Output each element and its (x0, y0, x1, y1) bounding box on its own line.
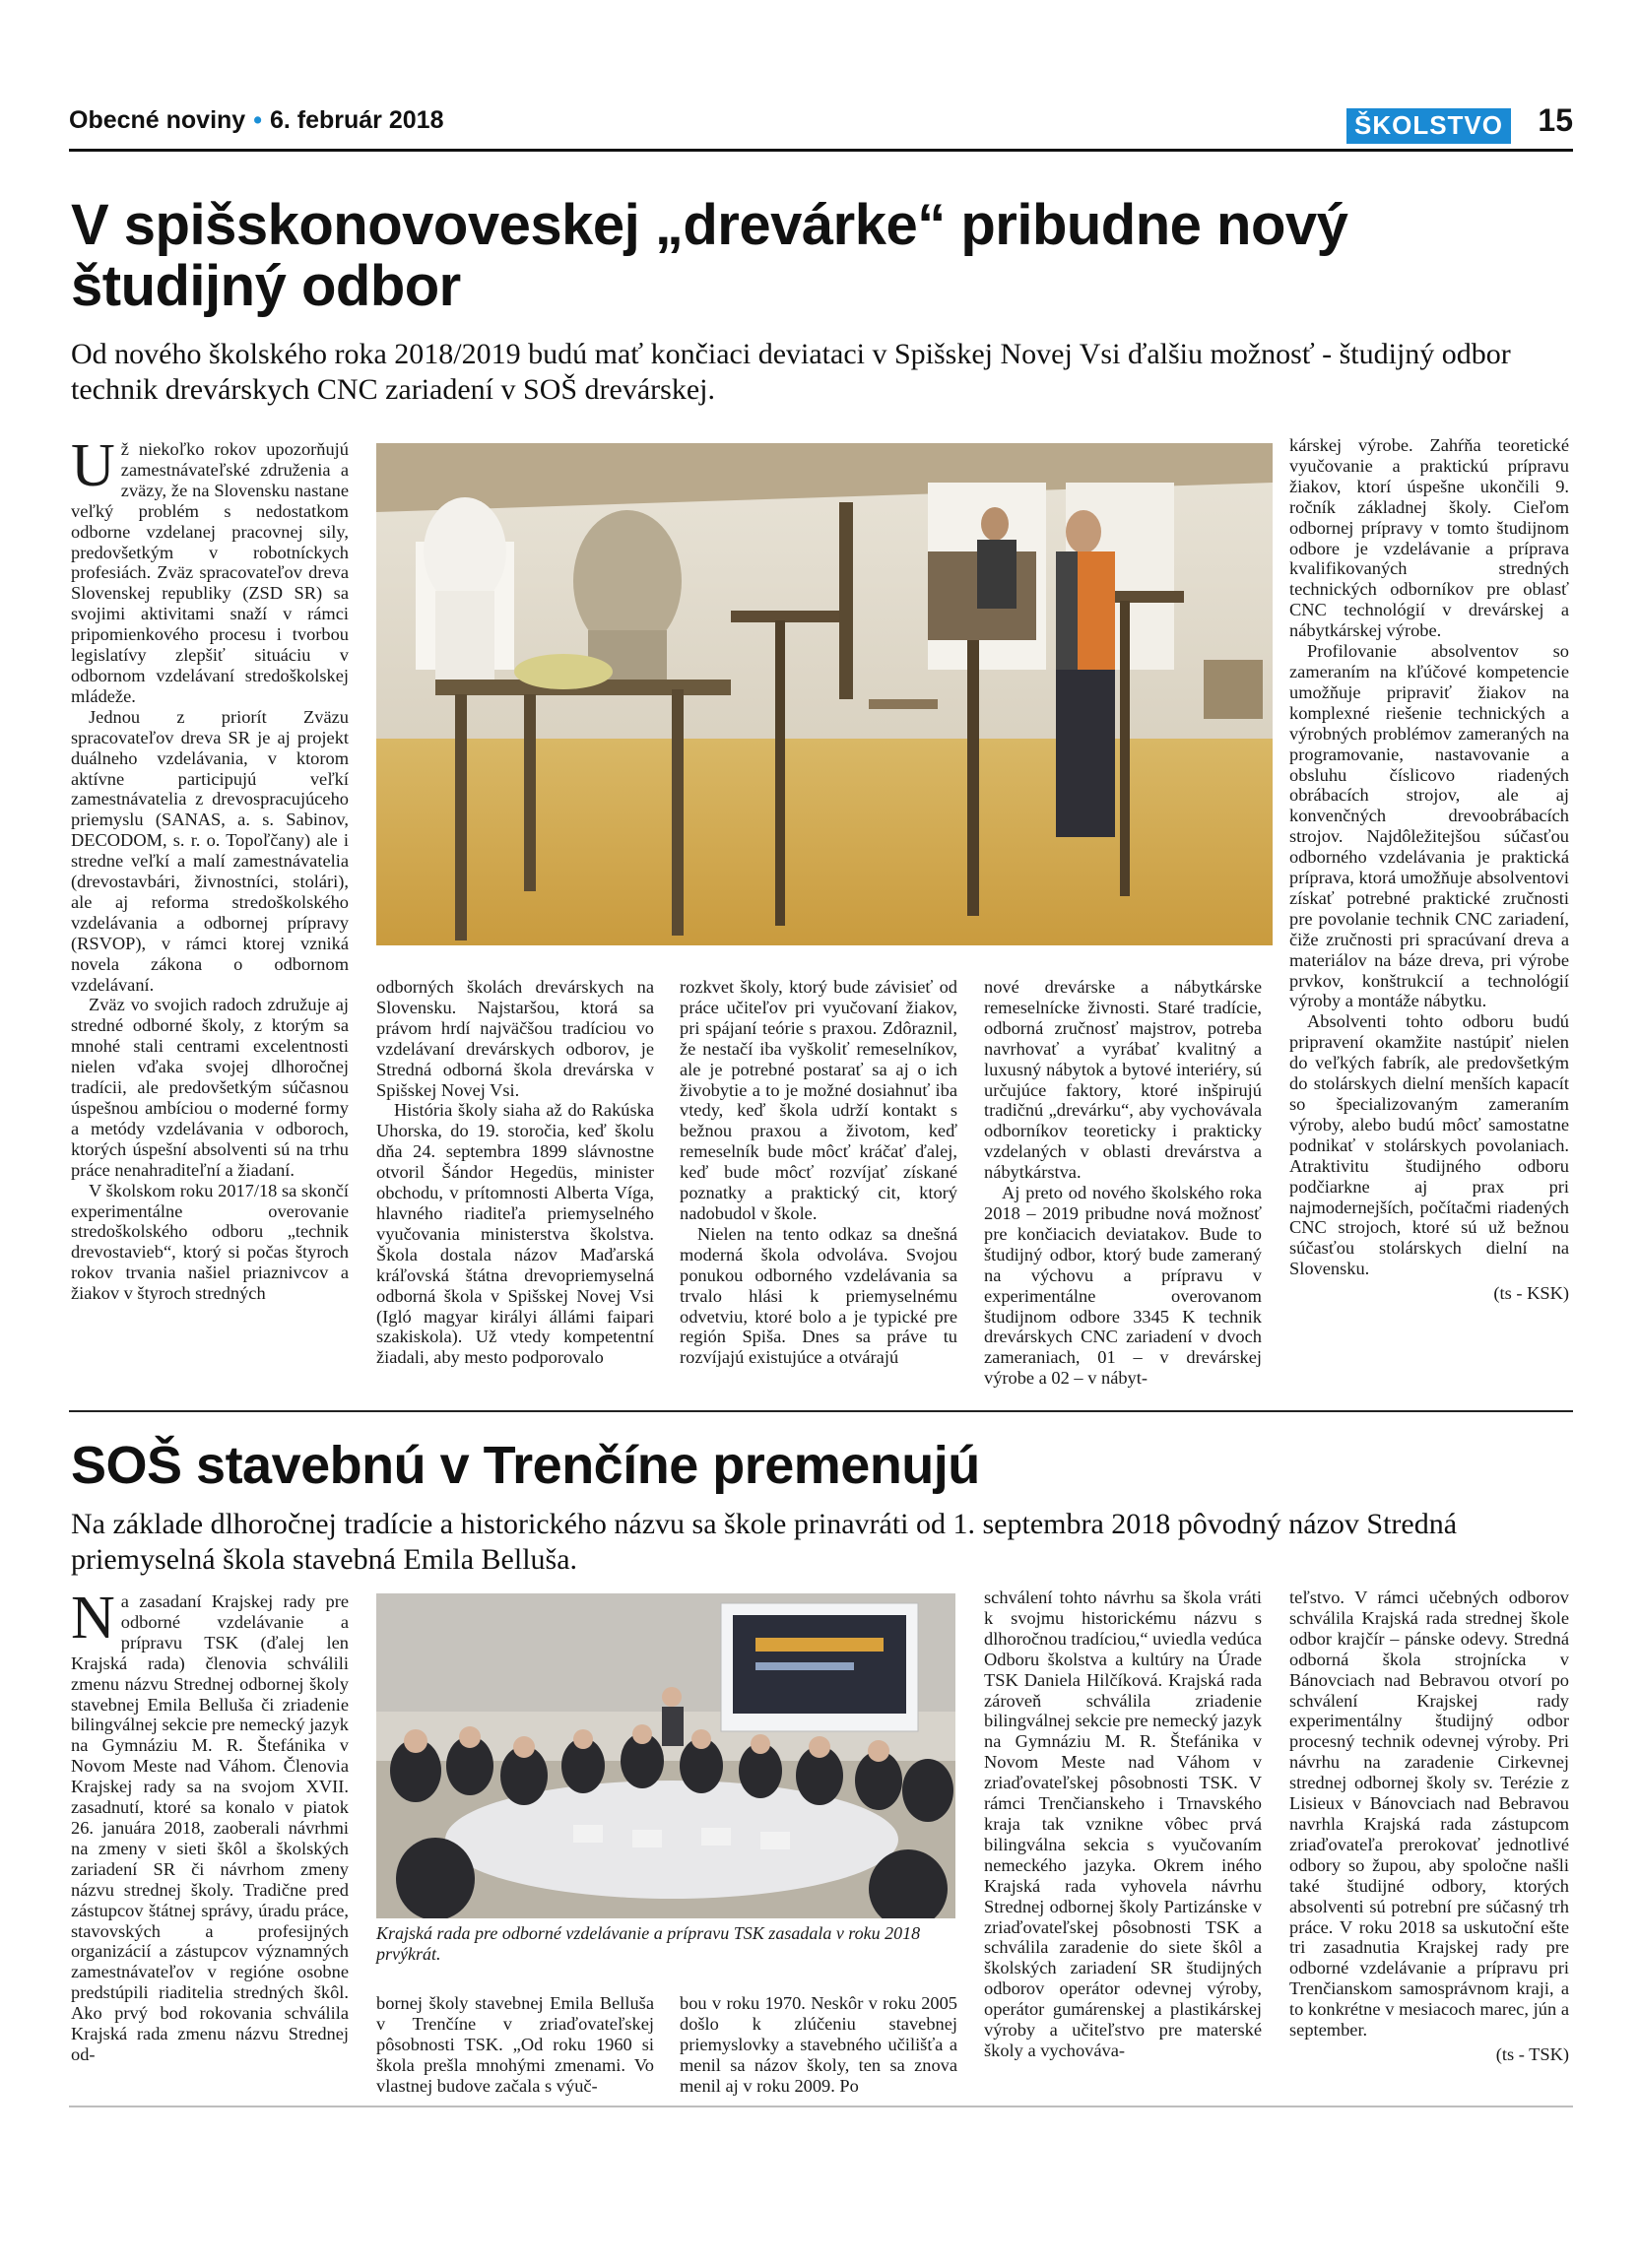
newspaper-name: Obecné noviny (69, 106, 246, 134)
article2-title: SOŠ stavebnú v Trenčíne premenujú (71, 1436, 980, 1495)
article2-paragraph: schválení tohto návrhu sa škola vráti k svojmu historickému názvu s dlhoročnou tradíciou,“ uviedla vedúca Odboru školstva a kultúry na Úrade TSK Daniela Hilčíková. Krajská rada zároveň schválila zriadenie bilingválnej sekcie pre nemecký jazyk na Gymnáziu M. R. Štefánika v Novom Meste nad Váhom v zriaďovateľskej pôsobnosti TSK. V rámci Trenčianskeho i Trnavského kraja tak vznikne vôbec prvá bilingválna sekcia s vyučovaním nemeckého jazyka. Okrem iného Krajská rada vyhovela návrhu Strednej odbornej školy Partizánske v zriaďovateľskej pôsobnosti TSK a schválila zaradenie do siete škôl a školských zariadení SR študijných odborov operátor odevnej výroby, operátor gumárenskej a plastikárskej výroby a učiteľstvo pre materské školy a vychováva- (984, 1588, 1262, 2060)
article1-paragraph: V školskom roku 2017/18 sa skončí experimentálne overovanie stredoškolského odboru „technik drevostavieb“, ktorý si počas štyroch rokov trvania našiel priaznivcov a žiakov v štyroch stredných (71, 1180, 349, 1304)
article2-paragraph: teľstvo. V rámci učebných odborov schválila Krajská rada strednej škole odbor krajčír – pánske odevy. Stredná odborná škola strojnícka v Bánovciach nad Bebravou otvorí po schválení Krajskej rady experimentálny študijný odbor procesný technik odevnej výroby. Pri návrhu na zaradenie Cirkevnej strednej odbornej školy sv. Terézie z Lisieux v Bánovciach nad Bebravou navrhla Krajská rada zástupcom zriaďovateľa prerokovať jednotlivé odbory so župou, aby spoločne našli také študijné odbory, ktorých absolventi sú potrební pre súčasný trh práce. V roku 2018 sa uskutoční ešte tri zasadnutia Krajskej rady pre odborné vzdelávanie a prípravu pri Trenčianskom samosprávnom kraji, a to konkrétne v mesiacoch marec, jún a september. (1289, 1588, 1569, 2041)
section-label: ŠKOLSTVO (1346, 108, 1511, 144)
page-number: 15 (1538, 102, 1573, 138)
meeting-photo-caption: Krajská rada pre odborné vzdelávanie a prípravu TSK zasadala v roku 2018 prvýkrát. (376, 1923, 921, 1964)
dropcap: U (71, 432, 115, 499)
article1-column-2 (376, 977, 654, 1368)
article2-signature: (ts - TSK) (1495, 2043, 1569, 2064)
article1-column-3 (680, 977, 957, 1368)
article2-paragraph: bornej školy stavebnej Emila Belluša v Trenčíne v zriaďovateľskej pôsobnosti TSK. „Od roku 1960 si škola prešla mnohými zmenami. Vo vlastnej budove začala s výuč- (376, 1993, 654, 2096)
article1-paragraph: Nielen na tento odkaz sa dnešná moderná škola odvoláva. Svojou ponukou odborného vzdelávania sa trvalo hlási k priemyselnému odvetviu, ktoré bolo a je typické pre región Spiša. Dnes sa práve tu rozvíjajú existujúce a otvárajú (680, 1223, 957, 1368)
article2-column-3 (680, 1993, 957, 2097)
dropcap: N (71, 1585, 115, 1652)
article2-column-1 (71, 1585, 349, 2065)
article-divider (69, 1410, 1573, 1412)
article1-paragraph: odborných školách drevárskych na Slovensku. Najstaršou, ktorá sa právom hrdí najväčšou tradíciou vo vzdelávaní drevárskych odborov, je Stredná odborná škola drevárska v Spišskej Novej Vsi. (376, 977, 654, 1100)
article1-paragraph: nové drevárske a nábytkárske remeselnícke živnosti. Staré tradície, odborná zručnosť majstrov, potreba navrhovať a vyrábať kvalitný a luxusný nábytok a bytové interiéry, sú určujúce faktory, ktoré inšpirujú tradičnú „drevárku“, aby vychovávala odborníkov teoreticky i prakticky vzdelaných v oblasti drevárstva a nábytkárstva. (984, 977, 1262, 1183)
article2-paragraph: bou v roku 1970. Neskôr v roku 2005 došlo k zlúčeniu stavebnej priemyslovky a stavebného učilišťa a menil sa názov školy, ten sa znova menil aj v roku 2009. Po (680, 1993, 957, 2096)
article1-column-5 (1289, 435, 1569, 1304)
article1-paragraph: Zväz vo svojich radoch združuje aj stredné odborné školy, z ktorým sa mnohé stali centrami excelentnosti nielen vďaka svojej dlhoročnej tradícii, ale predovšetkým súčasnou úspešnou ambíciou o moderné formy a metódy vzdelávania v odboroch, ktorých úspešní absolventi sú na trhu práce nenahraditeľní a žiadaní. (71, 995, 349, 1180)
article1-signature: (ts - KSK) (1493, 1283, 1569, 1304)
footer-rule (69, 2106, 1573, 2107)
masthead-left (69, 106, 443, 135)
workshop-photo-image (376, 443, 1273, 945)
workshop-photo (376, 443, 1273, 945)
article1-column-1 (71, 432, 349, 1304)
article2-column-4 (984, 1588, 1262, 2061)
paragraph-text: ž niekoľko rokov upozorňujú zamestnávateľské združenia a zväzy, že na Slovensku nastane veľký problém s nedostatkom odborne vzdelanej pracovnej sily, predovšetkým v robotníckych profesiách. Zväz spracovateľov dreva Slovenskej republiky (ZSD SR) sa svojimi aktivitami snaží v rámci pripomienkového procesu i tvorbou legislatívy zlepšiť situáciu v odbornom vzdelávaní stredoškolskej mládeže. (71, 439, 349, 706)
issue-date: 6. február 2018 (269, 106, 444, 134)
masthead-rule (69, 149, 1573, 152)
meeting-photo-image (376, 1593, 955, 1918)
article1-paragraph: rozkvet školy, ktorý bude závisieť od práce učiteľov pri vyučovaní žiakov, pri spájaní teórie s praxou. Zdôraznil, že nestačí iba vyškoliť remeselníkov, ale je potrebné postarať sa aj o ich živobytie a to je možné dosiahnuť iba vtedy, keď škola udrží kontakt s bežnou praxou a životom, keď remeselník bude môcť kráčať ďalej, keď bude môcť rozvíjať získané poznatky a praktický cit, ktorý nadobudol v škole. (680, 977, 957, 1223)
article1-title: V spišskonovoveskej „drevárke“ pribudne nový študijný odbor (71, 193, 1348, 318)
article2-column-2 (376, 1993, 654, 2097)
article1-paragraph: kárskej výrobe. Zahŕňa teoretické vyučovanie a praktickú prípravu žiakov, ktorí úspešne ukončili 9. ročník základnej školy. Cieľom odbornej prípravy v tomto študijnom odbore je vzdelávanie a príprava kvalifikovaných stredných technických odborníkov pre oblasť CNC technológií v drevárskej a nábytkárskej výrobe. (1289, 435, 1569, 641)
article1-lead: Od nového školského roka 2018/2019 budú mať končiaci deviataci v Spišskej Novej Vsi ďalšiu možnosť - študijný odbor technik drevárskych CNC zariadení v SOŠ drevárskej. (71, 338, 1511, 406)
article1-column-4 (984, 977, 1262, 1389)
masthead (69, 104, 1573, 148)
article1-paragraph: História školy siaha až do Rakúska Uhorska, do 19. storočia, keď školu dňa 24. septembra 1899 slávnostne otvoril Šándor Hegedüs, minister obchodu, v prítomnosti Alberta Víga, hlavného riaditeľa priemyselného vyučovania ministerstva školstva. Škola dostala názov Maďarská kráľovská štátna drevopriemyselná odborná škola v Spišskej Novej Vsi (Igló magyar királyi állámi faipari szakiskola). Už vtedy kompetentní žiadali, aby mesto podporovalo (376, 1100, 654, 1368)
article1-paragraph: Absolventi tohto odboru budú pripravení okamžite nastúpiť nielen do veľkých fabrík, ale predovšetkým do stolárskych dielní menších kapacít so špecializovaným zameraním výroby, alebo budú môcť samostatne podnikať v stolárskych povolaniach. Atraktivitu študijného odboru podčiarkne aj prax pri najmodernejších, počítačmi riadených CNC strojoch, ktoré sú už bežnou súčasťou stolárskych dielní na Slovensku. (1289, 1011, 1569, 1279)
meeting-photo (376, 1593, 955, 1918)
article2-lead: Na základe dlhoročnej tradície a historického názvu sa škole prinavráti od 1. septembra 2018 pôvodný názov Stredná priemyselná škola stavebná Emila Belluša. (71, 1508, 1458, 1576)
paragraph-text: a zasadaní Krajskej rady pre odborné vzdelávanie a prípravu TSK (ďalej len Krajská rada) členovia schválili zmenu názvu Strednej odbornej školy stavebnej Emila Belluša či zriadenie bilingválnej sekcie pre nemecký jazyk na Gymnáziu M. R. Štefánika v Novom Meste nad Váhom. Členovia Krajskej rady sa na svojom XVII. zasadnutí, ktoré sa konalo v piatok 26. januára 2018, zaoberali návrhmi na zmeny v sieti škôl a školských zariadení SR či návrhom zmeny názvu strednej školy. Tradične pred zástupcov štátnej správy, úradu práce, stavovských a profesijných organizácií a zástupcov významných zamestnávateľov v regióne osobne predstúpili riaditelia stredných škôl. Ako prvý bod rokovania schválila Krajská rada zmenu názvu Strednej od- (71, 1591, 349, 2064)
separator-dot: • (253, 106, 262, 134)
article1-paragraph (71, 432, 349, 707)
article2-column-5 (1289, 1588, 1569, 2065)
article1-paragraph: Profilovanie absolventov so zameraním na kľúčové kompetencie umožňuje pripraviť žiakov na komplexné riešenie technických a výrobných problémov zameraných na programovanie, nastavovanie a obsluhu číslicovo riadených obrábacích strojov, ale aj konvenčných drevoobrábacích strojov. Najdôležitejšou súčasťou odborného vzdelávania je praktická príprava, ktorá umožňuje absolventovi získať potrebné praktické zručnosti pre povolanie technik CNC zariadení, čiže zručnosti pri spracúvaní dreva a materiálov na báze dreva, pri výrobe prvkov, konštrukcií a technológií výroby a montáže nábytku. (1289, 641, 1569, 1011)
article1-paragraph: Aj preto od nového školského roka 2018 – 2019 pribudne nová možnosť pre končiacich deviatakov. Bude to študijný odbor, ktorý bude zameraný na výchovu a prípravu v experimentálne overovanom študijnom odbore 3345 K technik drevárskych CNC zariadení v dvoch zameraniach, 01 – v drevárskej výrobe a 02 – v nábyt- (984, 1183, 1262, 1389)
article1-paragraph: Jednou z priorít Zväzu spracovateľov dreva SR je aj projekt duálneho vzdelávania, v ktorom aktívne participujú veľkí zamestnávatelia z drevospracujúceho priemyslu (SANAS, a. s. Sabinov, DECODOM, s. r. o. Topoľčany) ale i stredne veľkí a malí zamestnávatelia (drevostavbári, živnostníci, stolári), ale aj reforma stredoškolského vzdelávania a odbornej prípravy (RSVOP), v rámci ktorej vzniká novela zákona o odbornom vzdelávaní. (71, 706, 349, 995)
article2-paragraph (71, 1585, 349, 2065)
